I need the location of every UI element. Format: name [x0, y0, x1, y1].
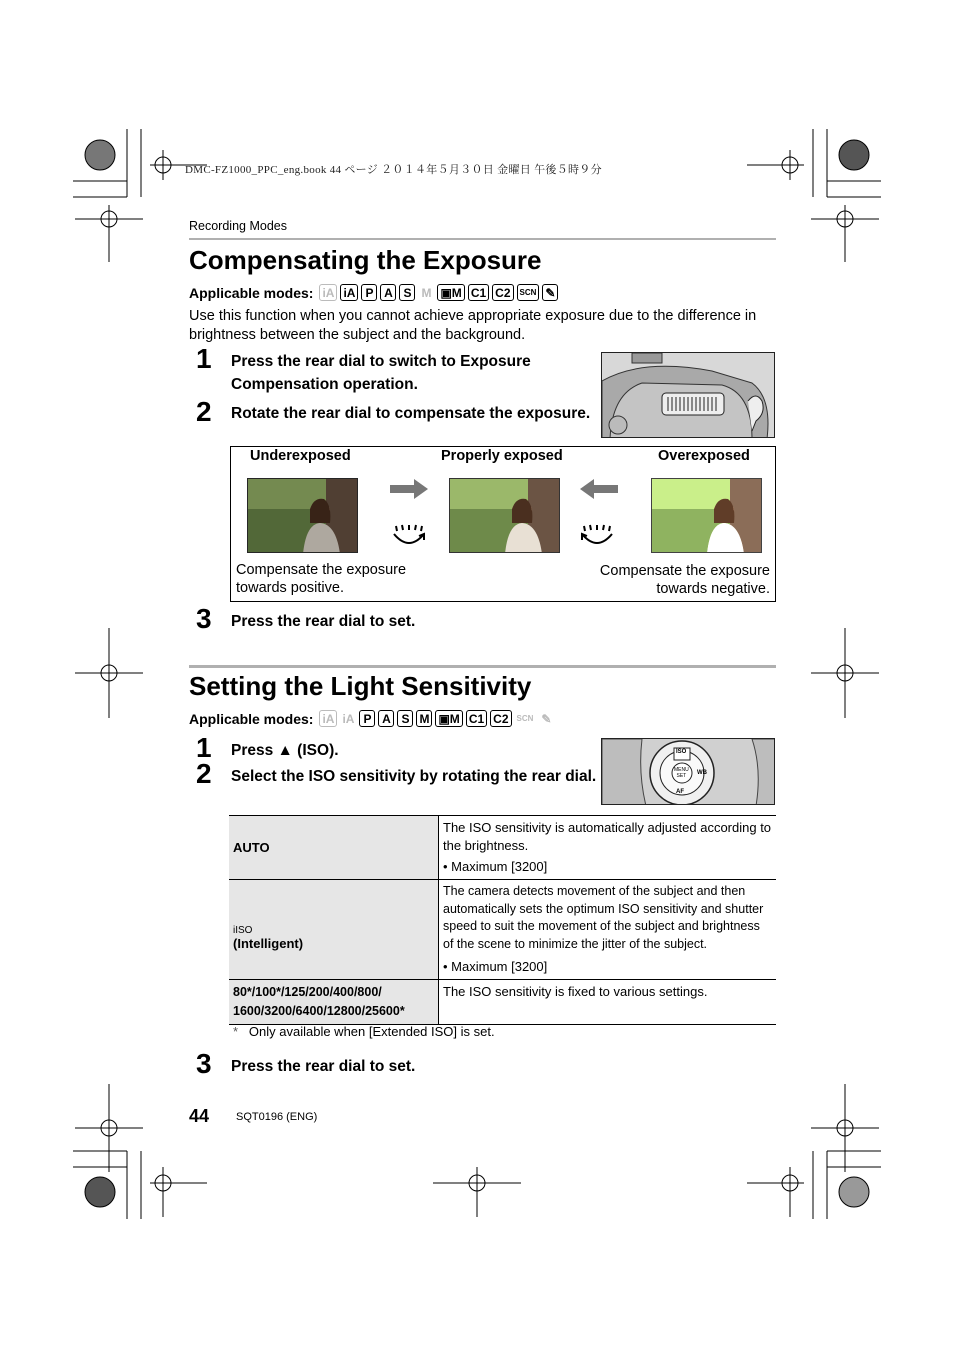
- mode-p-icon: P: [359, 710, 375, 727]
- table-value-cell: The ISO sensitivity is fixed to various settings.: [439, 979, 777, 1024]
- arrow-right-icon: [388, 478, 430, 500]
- step-text: Select the ISO sensitivity by rotating the rear dial.: [231, 768, 597, 785]
- underexposed-photo: [247, 478, 358, 553]
- step-number: 3: [196, 1048, 212, 1079]
- overexposed-label: Overexposed: [658, 448, 750, 464]
- step-number: 1: [196, 732, 212, 763]
- mode-c2-icon: C2: [492, 284, 513, 301]
- table-row: [229, 816, 776, 880]
- properly-exposed-photo: [449, 478, 560, 553]
- caption-line: towards positive.: [236, 580, 344, 596]
- modes-label: Applicable modes:: [189, 710, 314, 727]
- table-row: [229, 880, 776, 980]
- caption-line: towards negative.: [656, 581, 770, 597]
- applicable-modes-exposure: [189, 284, 561, 301]
- underexposed-label: Underexposed: [250, 448, 351, 464]
- positive-caption: [236, 561, 406, 597]
- mode-m-icon: M: [421, 285, 432, 300]
- print-header: DMC-FZ1000_PPC_eng.book 44 ページ ２０１４年５月３０日 金曜日 午後５時９分: [185, 164, 602, 176]
- table-key-cell: [229, 880, 439, 980]
- dial-right-label: WB: [697, 770, 707, 776]
- exposure-intro: Use this function when you cannot achieve appropriate exposure due to the difference in brightness between the subject and the background.: [189, 308, 757, 343]
- table-row: [229, 979, 776, 1024]
- mode-p-icon: P: [361, 284, 377, 301]
- overexposed-photo: [651, 478, 762, 553]
- mode-m-icon: M: [416, 710, 432, 727]
- mode-creative-icon: ✎: [542, 284, 558, 301]
- table-note: • Maximum [3200]: [443, 959, 548, 974]
- step-text: Press the rear dial to set.: [231, 613, 416, 630]
- step-number: 2: [196, 758, 212, 789]
- applicable-modes-iso: [189, 710, 557, 727]
- dial-top-label: ISO: [676, 749, 687, 755]
- section-title-iso: Setting the Light Sensitivity: [189, 671, 532, 701]
- mode-ia-plus-icon: iA: [340, 284, 358, 301]
- camera-rear-dial-icon: [602, 353, 775, 438]
- table-desc: The ISO sensitivity is automatically adjusted according to the brightness.: [443, 820, 772, 853]
- iso-button-icon: ISO: [302, 742, 330, 759]
- dial-center-line: SET: [676, 773, 687, 779]
- mode-ia-plus-icon: iA: [342, 711, 355, 726]
- footnote-text: Only available when [Extended ISO] is set.: [248, 1024, 495, 1039]
- section-title-exposure: Compensating the Exposure: [189, 245, 542, 275]
- arrow-left-icon: [578, 478, 620, 500]
- table-key-cell: [229, 979, 439, 1024]
- mode-c1-icon: C1: [466, 710, 487, 727]
- properly-exposed-label: Properly exposed: [441, 448, 563, 464]
- intelligent-iso-icon: iISO: [233, 925, 253, 937]
- dial-center-line: MENU: [674, 767, 689, 773]
- mode-s-icon: S: [399, 284, 415, 301]
- step-text-part: ).: [329, 742, 339, 759]
- table-key-text: (Intelligent): [233, 936, 304, 952]
- mode-ia-icon: iA: [319, 284, 337, 301]
- mode-s-icon: S: [397, 710, 413, 727]
- step-text: Rotate the rear dial to compensate the exposure.: [231, 405, 591, 422]
- table-key-cell: AUTO: [229, 816, 439, 880]
- cursor-button-illustration: [601, 738, 775, 805]
- step-number: 2: [196, 396, 212, 427]
- document-code: SQT0196 (ENG): [236, 1111, 318, 1123]
- section-rule: [189, 665, 776, 668]
- iso-settings-table: [229, 815, 776, 1025]
- mode-scn-icon: SCN: [516, 714, 534, 723]
- section-label: Recording Modes: [189, 219, 287, 233]
- table-note: • Maximum [3200]: [443, 859, 548, 874]
- mode-a-icon: A: [380, 284, 396, 301]
- mode-creative-icon: ✎: [541, 711, 552, 726]
- step-text: Press the rear dial to set.: [231, 1058, 416, 1075]
- caption-line: Compensate the exposure: [599, 563, 770, 579]
- step-number: 3: [196, 603, 212, 634]
- modes-label: Applicable modes:: [189, 284, 314, 301]
- table-value-cell: [439, 880, 777, 980]
- step-text: Press the rear dial to switch to Exposure Compensation operation.: [231, 353, 531, 393]
- table-key-text: 80*/100*/125/200/400/800/: [233, 984, 382, 999]
- mode-scn-icon: SCN: [517, 284, 540, 301]
- caption-line: Compensate the exposure: [236, 562, 407, 578]
- mode-ia-icon: iA: [319, 710, 337, 727]
- rear-dial-illustration: [601, 352, 775, 438]
- dial-center-label: [674, 767, 689, 779]
- footnote: [233, 1024, 495, 1039]
- footnote-mark: *: [233, 1024, 239, 1039]
- mode-c1-icon: C1: [468, 284, 489, 301]
- mode-c2-icon: C2: [490, 710, 511, 727]
- page-number: 44: [189, 1106, 210, 1126]
- dial-bottom-label: AF: [676, 789, 684, 795]
- dial-rotate-right-icon: [390, 522, 428, 550]
- step-text: [231, 739, 339, 762]
- mode-movie-m-icon: ▣M: [437, 284, 464, 301]
- step-text-part: Press ▲ (: [231, 742, 303, 759]
- section-rule: [189, 238, 776, 240]
- negative-caption: [600, 562, 770, 598]
- mode-a-icon: A: [378, 710, 394, 727]
- table-value-cell: [439, 816, 777, 880]
- dial-rotate-left-icon: [578, 522, 616, 550]
- table-desc: The camera detects movement of the subject and then automatically sets the optimum ISO sensitivity and shutter speed to suit the movement of the subject and brightness of the scene to minimize the jitter of the subject.: [443, 884, 764, 951]
- step-number: 1: [196, 343, 212, 374]
- mode-movie-m-icon: ▣M: [435, 710, 462, 727]
- table-key-text: 1600/3200/6400/12800/25600*: [233, 1003, 405, 1018]
